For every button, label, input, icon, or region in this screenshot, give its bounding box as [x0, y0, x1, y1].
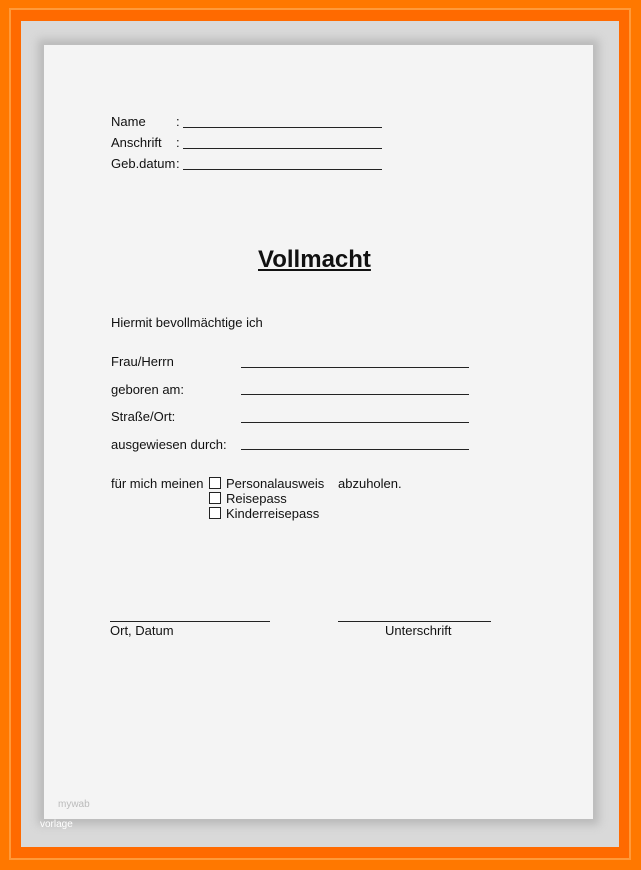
person-name-label: Frau/Herrn [111, 354, 174, 369]
signature-label: Unterschrift [385, 623, 452, 638]
person-birthdate-label: geboren am: [111, 382, 184, 397]
checkbox-personalausweis[interactable] [209, 477, 221, 489]
signature-line[interactable] [338, 621, 491, 622]
watermark-line1: mywab [58, 799, 90, 810]
place-date-line[interactable] [110, 621, 270, 622]
person-id-label: ausgewiesen durch: [111, 437, 227, 452]
place-date-label: Ort, Datum [110, 623, 174, 638]
person-birthdate-field-line[interactable] [241, 394, 469, 395]
checkbox-kinderreisepass[interactable] [209, 507, 221, 519]
address-field-line[interactable] [183, 148, 382, 149]
person-address-label: Straße/Ort: [111, 409, 176, 424]
option-personalausweis: Personalausweis [226, 476, 325, 491]
checkbox-reisepass[interactable] [209, 492, 221, 504]
person-address-field-line[interactable] [241, 422, 469, 423]
address-label: Anschrift [111, 135, 162, 150]
purpose-prefix: für mich meinen [111, 476, 204, 491]
intro-text: Hiermit bevollmächtige ich [111, 315, 263, 330]
birthdate-field-line[interactable] [183, 169, 382, 170]
birthdate-label: Geb.datum [111, 156, 176, 171]
document-title: Vollmacht [258, 246, 371, 273]
name-colon: : [176, 114, 180, 129]
address-colon: : [176, 135, 180, 150]
option-kinderreisepass: Kinderreisepass [226, 506, 320, 521]
name-field-line[interactable] [183, 127, 382, 128]
person-id-field-line[interactable] [241, 449, 469, 450]
person-name-field-line[interactable] [241, 367, 469, 368]
birthdate-colon: : [176, 156, 180, 171]
watermark-line2: vorlage [40, 819, 73, 830]
purpose-suffix: abzuholen. [338, 476, 402, 491]
name-label: Name [111, 114, 146, 129]
option-reisepass: Reisepass [226, 491, 287, 506]
